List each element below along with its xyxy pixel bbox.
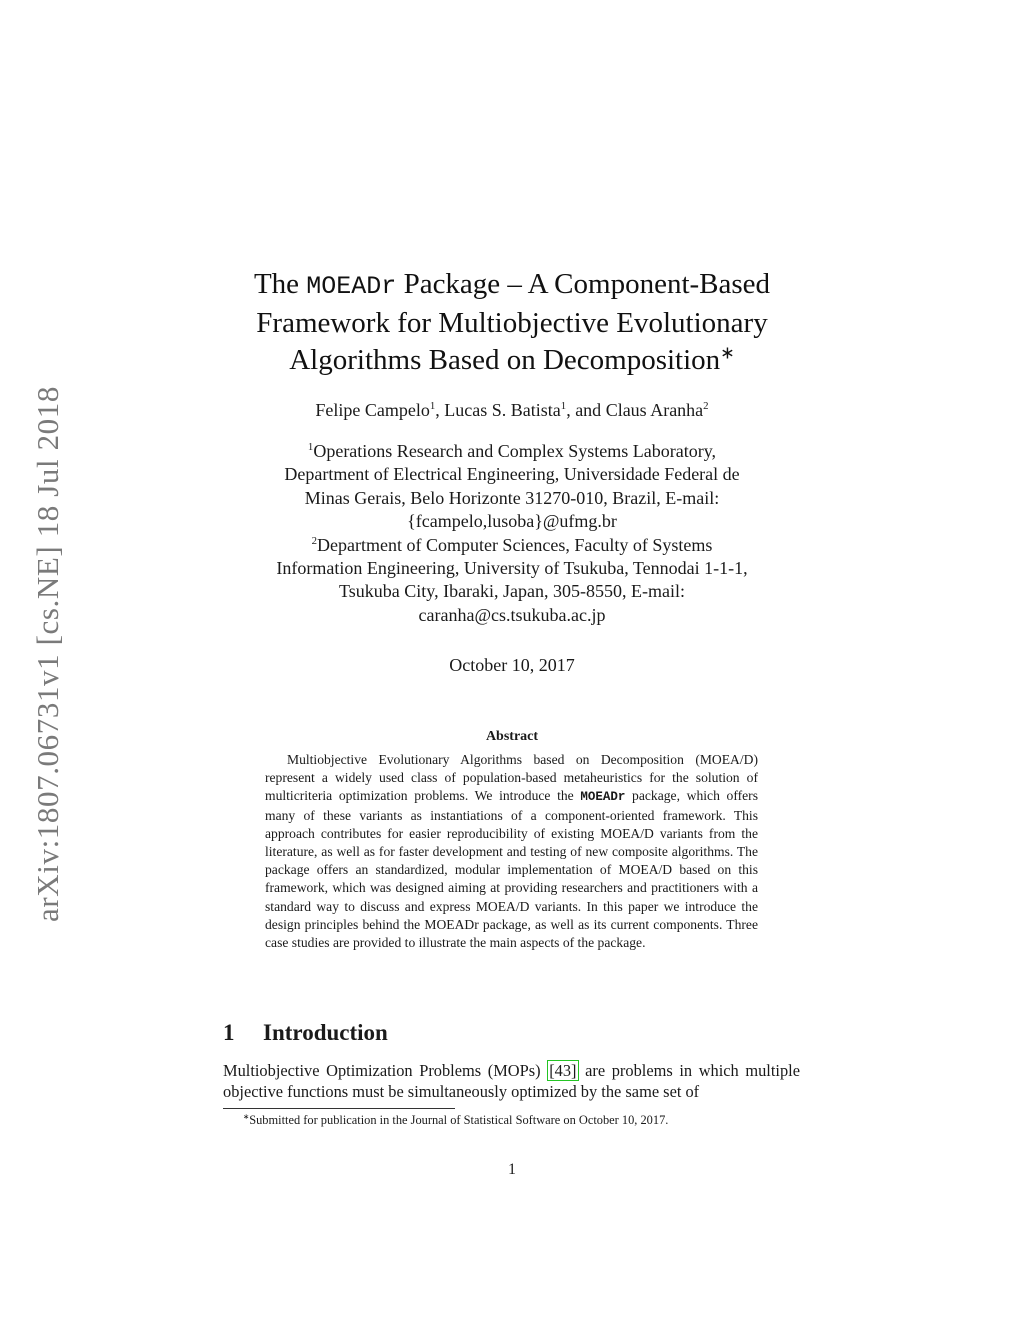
title-line-1	[212, 266, 812, 305]
affiliation-2-line	[212, 534, 812, 557]
footnote-text: Submitted for publication in the Journal of Statistical Software on October 10, 2017.	[249, 1113, 669, 1127]
affiliation-2-mark: 2	[311, 534, 317, 547]
affiliation-1-line: Minas Gerais, Belo Horizonte 31270-010, Brazil, E-mail:	[304, 487, 720, 508]
footnote	[223, 1112, 803, 1128]
introduction-paragraph	[223, 1061, 800, 1102]
affiliation-2-email: caranha@cs.tsukuba.ac.jp	[418, 604, 606, 625]
affiliation-1-email: {fcampelo,lusoba}@ufmg.br	[407, 511, 617, 532]
affiliation-1-line: Department of Electrical Engineering, Universidade Federal de	[284, 464, 740, 485]
affiliation-1-line	[212, 440, 812, 463]
author-name: Lucas S. Batista	[444, 400, 561, 420]
author-separator: ,	[435, 400, 445, 420]
abstract-package-name: MOEADr	[580, 790, 626, 805]
title-footnote-mark: ∗	[720, 342, 735, 363]
page-number: 1	[508, 1161, 516, 1178]
abstract-text: package, which offers many of these variants as instantiations of a component-oriented framework. This approach contributes for easier reproducibility of existing MOEA/D variants from the literature, as well as for faster development and testing of new composite algorithms. The package offers an standardized, modular implementation of MOEA/D based on this framework, which was designed aiming at providing researchers and practitioners with a standard way to discuss and express MOEA/D variants. In this paper we introduce the design principles behind the MOEADr package, as well as its current components. Three case studies are provided to illustrate the main aspects of the package.	[265, 788, 758, 951]
affiliation-2-line: Tsukuba City, Ibaraki, Japan, 305-8550, E-mail:	[339, 581, 685, 602]
title-line-1-rest: Package – A Component-Based	[396, 268, 771, 300]
title-package-name: MOEADr	[306, 272, 397, 301]
arxiv-identifier: arXiv:1807.06731v1 [cs.NE] 18 Jul 2018	[30, 386, 65, 922]
abstract-text: Multiobjective Evolutionary Algorithms based on Decomposition (MOEA/D) represent a widely used class of population-based metaheuristics for the solution of multicriteria optimization problems. We introduce the	[265, 752, 758, 804]
abstract-body	[265, 751, 758, 952]
intro-text: are problems in which multiple objective functions must be simultaneously optimized by the same set of	[223, 1061, 800, 1101]
title-prefix: The	[253, 268, 307, 300]
footnote-rule	[223, 1108, 455, 1109]
affiliation-1-text: Operations Research and Complex Systems Laboratory,	[313, 441, 717, 461]
section-title: Introduction	[263, 1020, 388, 1045]
affiliation-2-line: Information Engineering, University of Tsukuba, Tennodai 1-1-1,	[276, 558, 748, 579]
paper-title	[212, 266, 812, 379]
affiliations	[212, 440, 812, 627]
affiliation-1-mark: 1	[307, 441, 314, 453]
title-line-3	[212, 342, 812, 379]
author-affiliation-mark: 2	[703, 400, 709, 412]
author-separator: , and	[566, 400, 606, 420]
author-name: Felipe Campelo	[315, 400, 430, 420]
section-heading	[223, 1018, 803, 1048]
footnote-mark: ∗	[243, 1111, 250, 1121]
title-line-3-text: Algorithms Based on Decomposition	[289, 344, 721, 376]
arxiv-side-stamp	[30, 366, 66, 942]
author-list	[212, 398, 812, 422]
title-line-2: Framework for Multiobjective Evolutionary	[256, 307, 768, 339]
author-affiliation-mark: 1	[560, 400, 567, 412]
intro-text: Multiobjective Optimization Problems (MOPs)	[223, 1061, 548, 1080]
author-affiliation-mark: 1	[429, 400, 436, 412]
abstract-heading: Abstract	[485, 729, 539, 744]
section-number: 1	[223, 1020, 235, 1045]
citation-link[interactable]: [43]	[549, 1061, 577, 1080]
paper-date: October 10, 2017	[449, 655, 575, 675]
author-name: Claus Aranha	[605, 400, 704, 420]
affiliation-2-text: Department of Computer Sciences, Faculty of Systems	[316, 534, 713, 555]
